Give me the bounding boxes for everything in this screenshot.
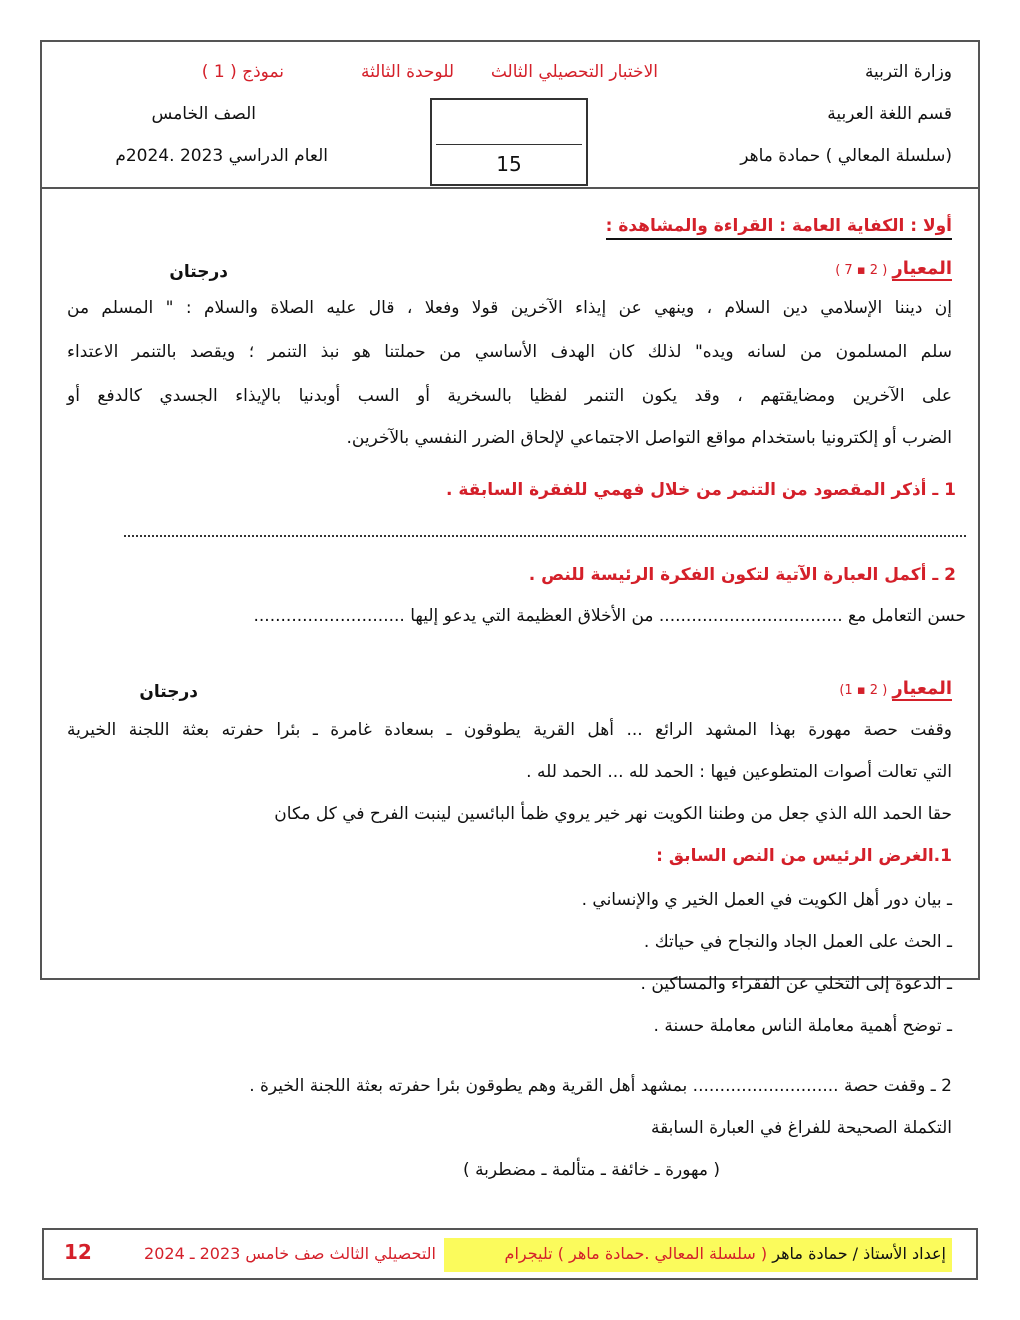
model-label: نموذج ( 1 ) bbox=[201, 62, 284, 82]
question-2: 2 ـ أكمل العبارة الآتية لتكون الفكرة الرئيسة للنص . bbox=[528, 565, 956, 585]
option[interactable]: ـ بيان دور أهل الكويت في العمل الخير ي والإنساني . bbox=[581, 890, 952, 910]
department-label: قسم اللغة العربية bbox=[827, 104, 952, 124]
criterion-code: ( 2 ▪ 1) bbox=[839, 683, 888, 698]
year-label: العام الدراسي 2023 .2024م bbox=[115, 146, 328, 166]
total-score: 15 bbox=[496, 152, 522, 176]
option[interactable]: ـ الحث على العمل الجاد والنجاح في حياتك . bbox=[643, 932, 952, 952]
question-1-title: 1.الغرض الرئيس من النص السابق : bbox=[656, 846, 952, 866]
option[interactable]: ـ توضح أهمية معاملة الناس معاملة حسنة . bbox=[653, 1016, 952, 1036]
question-2-instruction: التكملة الصحيحة للفراغ في العبارة السابقة bbox=[650, 1118, 952, 1138]
question-1: 1 ـ أذكر المقصود من التنمر من خلال فهمي للفقرة السابقة . bbox=[446, 480, 956, 500]
passage-line: على الآخرين ومضايقتهم ، وقد يكون التنمر لفظيا بالسخرية أو السب أوبدنيا بالإيذاء الجسدي كالدفع أو bbox=[67, 386, 952, 406]
marks-label: درجتان bbox=[139, 682, 198, 702]
page-number: 12 bbox=[64, 1240, 92, 1264]
exam-title: الاختبار التحصيلي الثالث bbox=[490, 62, 658, 82]
section-title: أولا : الكفاية العامة : القراءة والمشاهدة : bbox=[606, 216, 952, 240]
series-label: (سلسلة المعالي ) حمادة ماهر bbox=[740, 146, 952, 166]
criterion-label: المعيار bbox=[892, 258, 952, 279]
score-line bbox=[436, 144, 582, 145]
option[interactable]: ـ الدعوة إلى التخلي عن الفقراء والمساكين . bbox=[640, 974, 952, 994]
criterion-2 bbox=[839, 678, 952, 699]
passage-line: التي تعالت أصوات المتطوعين فيها : الحمد لله ... الحمد لله . bbox=[526, 762, 952, 782]
footer-prepared: إعداد الأستاذ / حمادة ماهر bbox=[772, 1244, 946, 1263]
marks-label: درجتان bbox=[169, 262, 228, 282]
fill-sentence: حسن التعامل مع .................................. من الأخلاق العظيمة التي يدعو إليها ............................ bbox=[253, 606, 966, 626]
grade-label: الصف الخامس bbox=[151, 104, 256, 124]
passage-line: حقا الحمد الله الذي جعل من وطننا الكويت نهر خير يروي ظمأ البائسين لينبت الفرح في كل مكان bbox=[274, 804, 952, 824]
passage-line: إن ديننا الإسلامي دين السلام ، وينهي عن إيذاء الآخرين قولا وفعلا ، قال عليه الصلاة والسلام : " المسلم من bbox=[67, 298, 952, 318]
score-box bbox=[430, 98, 588, 186]
question-2-line: 2 ـ وقفت حصة ........................... بمشهد أهل القرية وهم يطوقون بئرا حفرته بعثة اللجنة الخيرة . bbox=[249, 1076, 952, 1096]
header-divider bbox=[42, 187, 978, 189]
footer-exam: التحصيلي الثالث صف خامس 2023 ـ 2024 bbox=[144, 1244, 436, 1263]
passage-line: وقفت حصة مهورة بهذا المشهد الرائع ... أهل القرية يطوقون ـ بسعادة غامرة ـ بئرا حفرته بعثة اللجنة الخيرية bbox=[67, 720, 952, 740]
answer-choices[interactable]: ( مهورة ـ خائفة ـ متألمة ـ مضطربة ) bbox=[463, 1160, 720, 1180]
passage-line: الضرب أو إلكترونيا باستخدام مواقع التواصل الاجتماعي لإلحاق الضرر النفسي بالآخرين. bbox=[346, 428, 952, 448]
answer-line[interactable] bbox=[124, 535, 966, 537]
unit-label: للوحدة الثالثة bbox=[361, 62, 454, 82]
criterion-1 bbox=[835, 258, 952, 279]
criterion-label: المعيار bbox=[892, 678, 952, 699]
passage-line: سلم المسلمون من لسانه ويده" لذلك كان الهدف الأساسي من حملتنا هو نبذ التنمر ؛ ويقصد بالتنمر الاعتداء bbox=[67, 342, 952, 362]
footer-series: ( سلسلة المعالي .حمادة ماهر ) تليجرام bbox=[504, 1244, 768, 1263]
ministry-label: وزارة التربية bbox=[864, 62, 952, 82]
footer-credit bbox=[505, 1244, 946, 1263]
criterion-code: ( 2 ▪ 7 ) bbox=[835, 263, 888, 278]
